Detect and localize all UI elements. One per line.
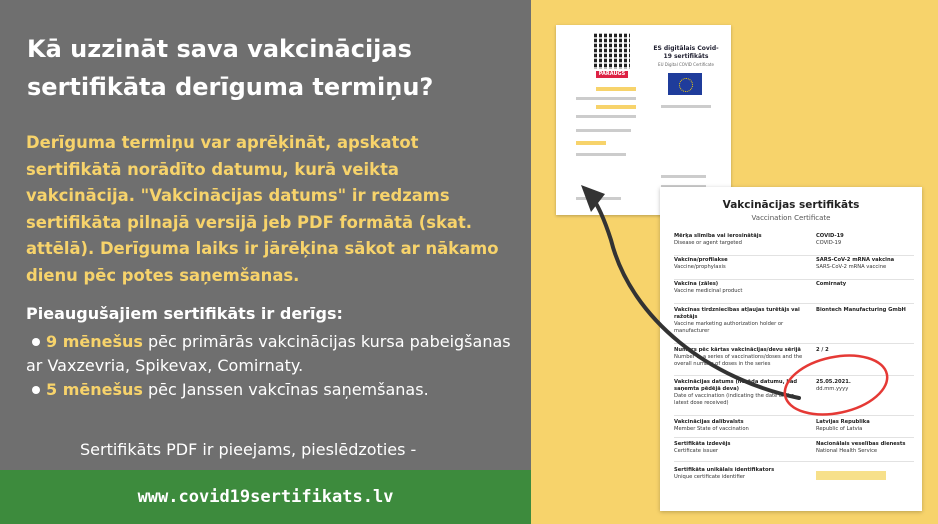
row-label-en: Vaccine medicinal product: [674, 288, 743, 294]
row-label-en: Number in a series of vaccinations/doses and the overall number of doses in the series: [674, 354, 803, 367]
placeholder-field: [596, 105, 636, 109]
adults-heading: Pieaugušajiem sertifikāts ir derīgs:: [26, 304, 343, 323]
row-label: Vakcīna (zāles): [674, 281, 719, 287]
row-label-en: Disease or agent targeted: [674, 240, 742, 246]
placeholder-line: [576, 97, 636, 100]
placeholder-line: [576, 197, 621, 200]
intro-text: Derīguma termiņu var aprēķināt, apskatot sertifikātā norādīto datumu, kurā veikta vakcinācija. "Vakcinācijas datums" ir redzams sertifikāta pilnajā versijā jeb PDF formātā (skat. attēlā). Derīguma laiks ir jārēķina sākot ar nākamo dienu pēc potes saņemšanas.: [26, 133, 499, 285]
row-label-en: Certificate issuer: [674, 448, 719, 454]
certificate-title: Vakcinācijas sertifikāts: [722, 199, 860, 211]
certificate-row: [674, 347, 914, 376]
placeholder-line: [661, 105, 711, 108]
row-label: Sertifikāta unikālais identifikators: [674, 467, 775, 473]
row-label: Mērķa slimība vai ierosinātājs: [674, 233, 762, 239]
bullet-text: pēc Janssen vakcīnas saņemšanas.: [142, 380, 429, 399]
footer-bar: [0, 470, 531, 524]
certificate-row: [674, 257, 914, 280]
bullet-highlight: 5 mēnešus: [46, 380, 143, 399]
page-title: Kā uzzināt sava vakcinācijas sertifikāta derīguma termiņu?: [27, 35, 434, 101]
row-label: Numurs pēc kārtas vakcinācijas/devu sērijā: [674, 347, 801, 353]
back-doc-subtitle: EU Digital COVID Certificate: [658, 62, 714, 67]
placeholder-line: [576, 153, 626, 156]
bullet-text: pēc primārās vakcinācijas kursa pabeigšanas ar Vaxzevria, Spikevax, Comirnaty.: [26, 332, 511, 375]
row-value: SARS-CoV-2 mRNA vakcīna: [816, 257, 895, 263]
website-link[interactable]: www.covid19sertifikats.lv: [137, 487, 394, 507]
certificate-subtitle: Vaccination Certificate: [751, 214, 831, 222]
row-value: 2 / 2: [816, 347, 829, 353]
row-label-en: Date of vaccination (indicating the date of the latest dose received): [674, 393, 795, 406]
row-value: Nacionālais veselības dienests: [816, 441, 906, 447]
row-value-en: National Health Service: [816, 448, 878, 454]
row-label: Vakcīna/profilakse: [674, 257, 728, 263]
vaccination-date-value: 25.05.2021.: [816, 379, 851, 385]
bullet-icon: [32, 338, 40, 346]
certificate-row: [674, 419, 914, 438]
identifier-placeholder: [816, 471, 886, 480]
row-value-en: COVID-19: [816, 240, 842, 246]
vaccination-date-row: [674, 379, 914, 416]
row-label: Vakcinācijas datums (norāda datumu, kad saņemta pēdējā deva): [674, 379, 798, 392]
row-label-en: Unique certificate identifier: [674, 474, 746, 480]
row-label: Vakcinācijas dalībvalsts: [674, 419, 744, 425]
bullet-item-5-months: [26, 378, 516, 402]
row-value: Comirnaty: [816, 281, 847, 287]
row-value: COVID-19: [816, 233, 844, 239]
placeholder-field: [576, 141, 606, 145]
certificate-row: [674, 281, 914, 304]
eu-flag-icon: [668, 73, 702, 95]
bullet-item-9-months: [26, 330, 516, 378]
pdf-note: Sertifikāts PDF ir pieejams, pieslēdzoties -: [80, 440, 417, 459]
row-value-en: SARS-CoV-2 mRNA vaccine: [816, 264, 887, 270]
certificate-row: [674, 233, 914, 256]
row-label-en: Vaccine marketing authorization holder or manufacturer: [674, 321, 784, 334]
certificate-row: [674, 307, 914, 344]
row-value-en: dd.mm.yyyy: [816, 386, 849, 392]
placeholder-line: [576, 129, 631, 132]
bullet-highlight: 9 mēnešus: [46, 332, 143, 351]
placeholder-field: [596, 87, 636, 91]
row-value: Biontech Manufacturing GmbH: [816, 307, 906, 313]
certificate-row: [674, 441, 914, 462]
row-value-en: Republic of Latvia: [816, 426, 863, 432]
row-label: Sertifikāta izdevējs: [674, 441, 731, 447]
bullet-icon: [32, 386, 40, 394]
placeholder-line: [661, 175, 706, 178]
row-value: Latvijas Republika: [816, 419, 870, 425]
row-label: Vakcīnas tirdzniecības atļaujas turētājs vai ražotājs: [674, 307, 800, 320]
row-label-en: Member State of vaccination: [674, 426, 749, 432]
back-doc-title: ES digitālais Covid-19 sertifikāts: [653, 45, 719, 60]
row-label-en: Vaccine/prophylaxis: [674, 264, 726, 270]
qr-code-icon: [594, 33, 630, 69]
sample-stamp: PARAUGS: [596, 71, 628, 78]
placeholder-line: [576, 115, 636, 118]
vaccination-certificate-page: [660, 187, 922, 511]
